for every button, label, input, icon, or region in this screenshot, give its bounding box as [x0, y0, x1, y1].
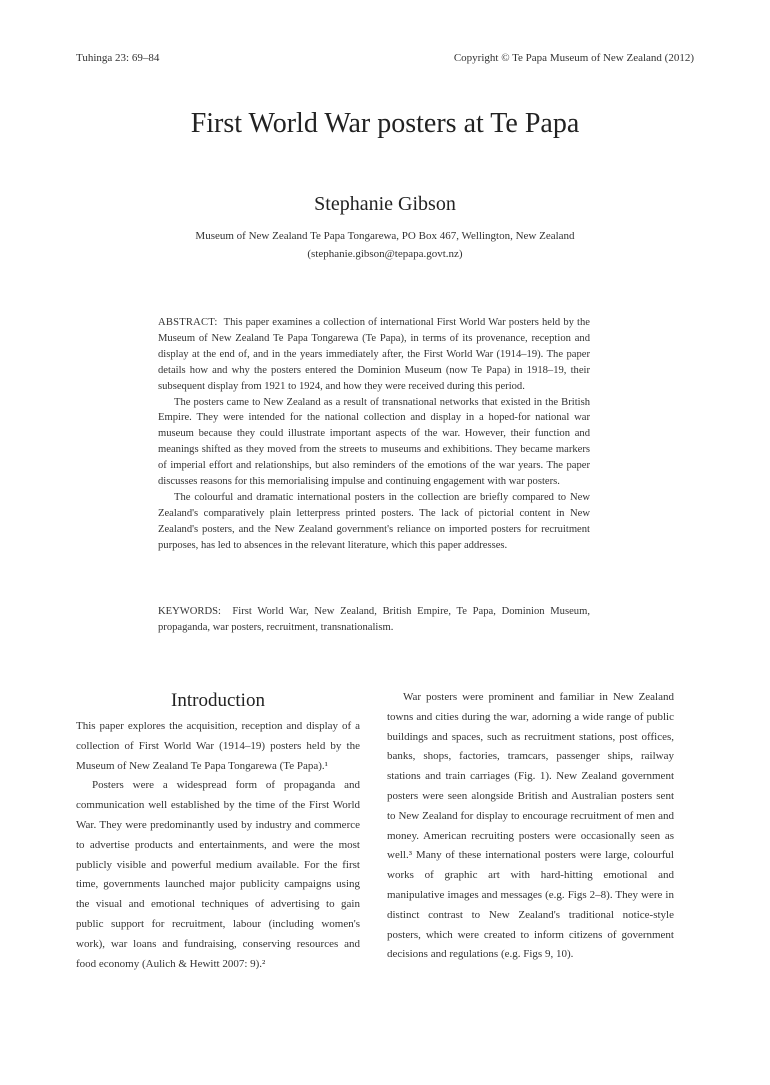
- keywords-label: KEYWORDS:: [158, 606, 221, 617]
- abstract-paragraph: The colourful and dramatic international posters in the collection are briefly compared to New Zealand's comparatively plain letterpress printed posters. The lack of pictorial content in New Zealand's posters, and the New Zealand government's reliance on imported posters for recruitment purposes, has led to absences in the relevant literature, which this paper addresses.: [158, 491, 590, 551]
- body-column-right: [387, 688, 674, 965]
- author-email: (stephanie.gibson@tepapa.govt.nz): [307, 248, 463, 260]
- body-paragraph: Posters were a widespread form of propaganda and communication well established by the time of the First World War. They were predominantly used by industry and commerce to advertise products and entertainments, and were the most publicly visible and powerful medium available. For the first time, governments launched major publicity campaigns using the visual and emotional techniques of advertising to gain public support for recruitment, labour (including women's work), war loans and fundraising, conserving resources and food economy (Aulich & Hewitt 2007: 9).²: [76, 779, 360, 970]
- keywords-text: First World War, New Zealand, British Empire, Te Papa, Dominion Museum, propaganda, war posters, recruitment, transnationalism.: [158, 606, 590, 633]
- body-paragraph: This paper explores the acquisition, reception and display of a collection of First World War (1914–19) posters held by the Museum of New Zealand Te Papa Tongarewa (Te Papa).¹: [76, 720, 360, 772]
- abstract: [158, 315, 590, 554]
- author-name: Stephanie Gibson: [314, 193, 456, 215]
- abstract-paragraph: The posters came to New Zealand as a result of transnational networks that existed in the British Empire. They were intended for the national collection and display in a hoped-for national war museum because they could illustrate important aspects of the war. However, their function and meanings shifted as they moved from the streets to museums and exhibitions. They became markers of imperial effort and relationships, but also reminders of the emotions of the war years. The paper discusses reasons for this memorialising impulse and continuing engagement with war posters.: [158, 396, 590, 488]
- copyright-notice: Copyright © Te Papa Museum of New Zealand (2012): [453, 52, 694, 64]
- section-heading-introduction: Introduction: [171, 690, 265, 711]
- paper-title: First World War posters at Te Papa: [190, 108, 580, 139]
- abstract-label: ABSTRACT:: [158, 317, 218, 328]
- body-paragraph: War posters were prominent and familiar in New Zealand towns and cities during the war, adorning a wide range of public buildings and spaces, such as recruitment stations, post offices, banks, shops, factories, tramcars, passenger ships, railway stations and train carriages (Fig. 1). New Zealand government posters were seen alongside British and Australian posters sent to New Zealand for display to encourage recruitment of men and money. American recruiting posters were occasionally seen as well.³ Many of these international posters were large, colourful works of graphic art with hard-hitting emotional and manipulative images and messages (e.g. Figs 2–8). They were in distinct contrast to New Zealand's traditional notice-style posters, which were created to inform citizens of government decisions and regulations (e.g. Figs 9, 10).: [387, 691, 674, 961]
- affiliation-address: Museum of New Zealand Te Papa Tongarewa, PO Box 467, Wellington, New Zealand: [195, 230, 575, 242]
- running-head: [76, 52, 694, 68]
- abstract-paragraph: [158, 315, 590, 395]
- author-affiliation: [0, 227, 770, 263]
- journal-citation: Tuhinga 23: 69–84: [76, 52, 160, 64]
- abstract-text: This paper examines a collection of international First World War posters held by the Museum of New Zealand Te Papa Tongarewa (Te Papa), in terms of its provenance, reception and display at the end of, and in the years immediately after, the First World War (1914–19). The paper details how and why the posters entered the Dominion Museum (now Te Papa) in 1918–19, their subsequent display from 1921 to 1924, and how they were received during this period.: [158, 317, 590, 392]
- body-column-left: [76, 717, 360, 974]
- keywords: [158, 604, 590, 636]
